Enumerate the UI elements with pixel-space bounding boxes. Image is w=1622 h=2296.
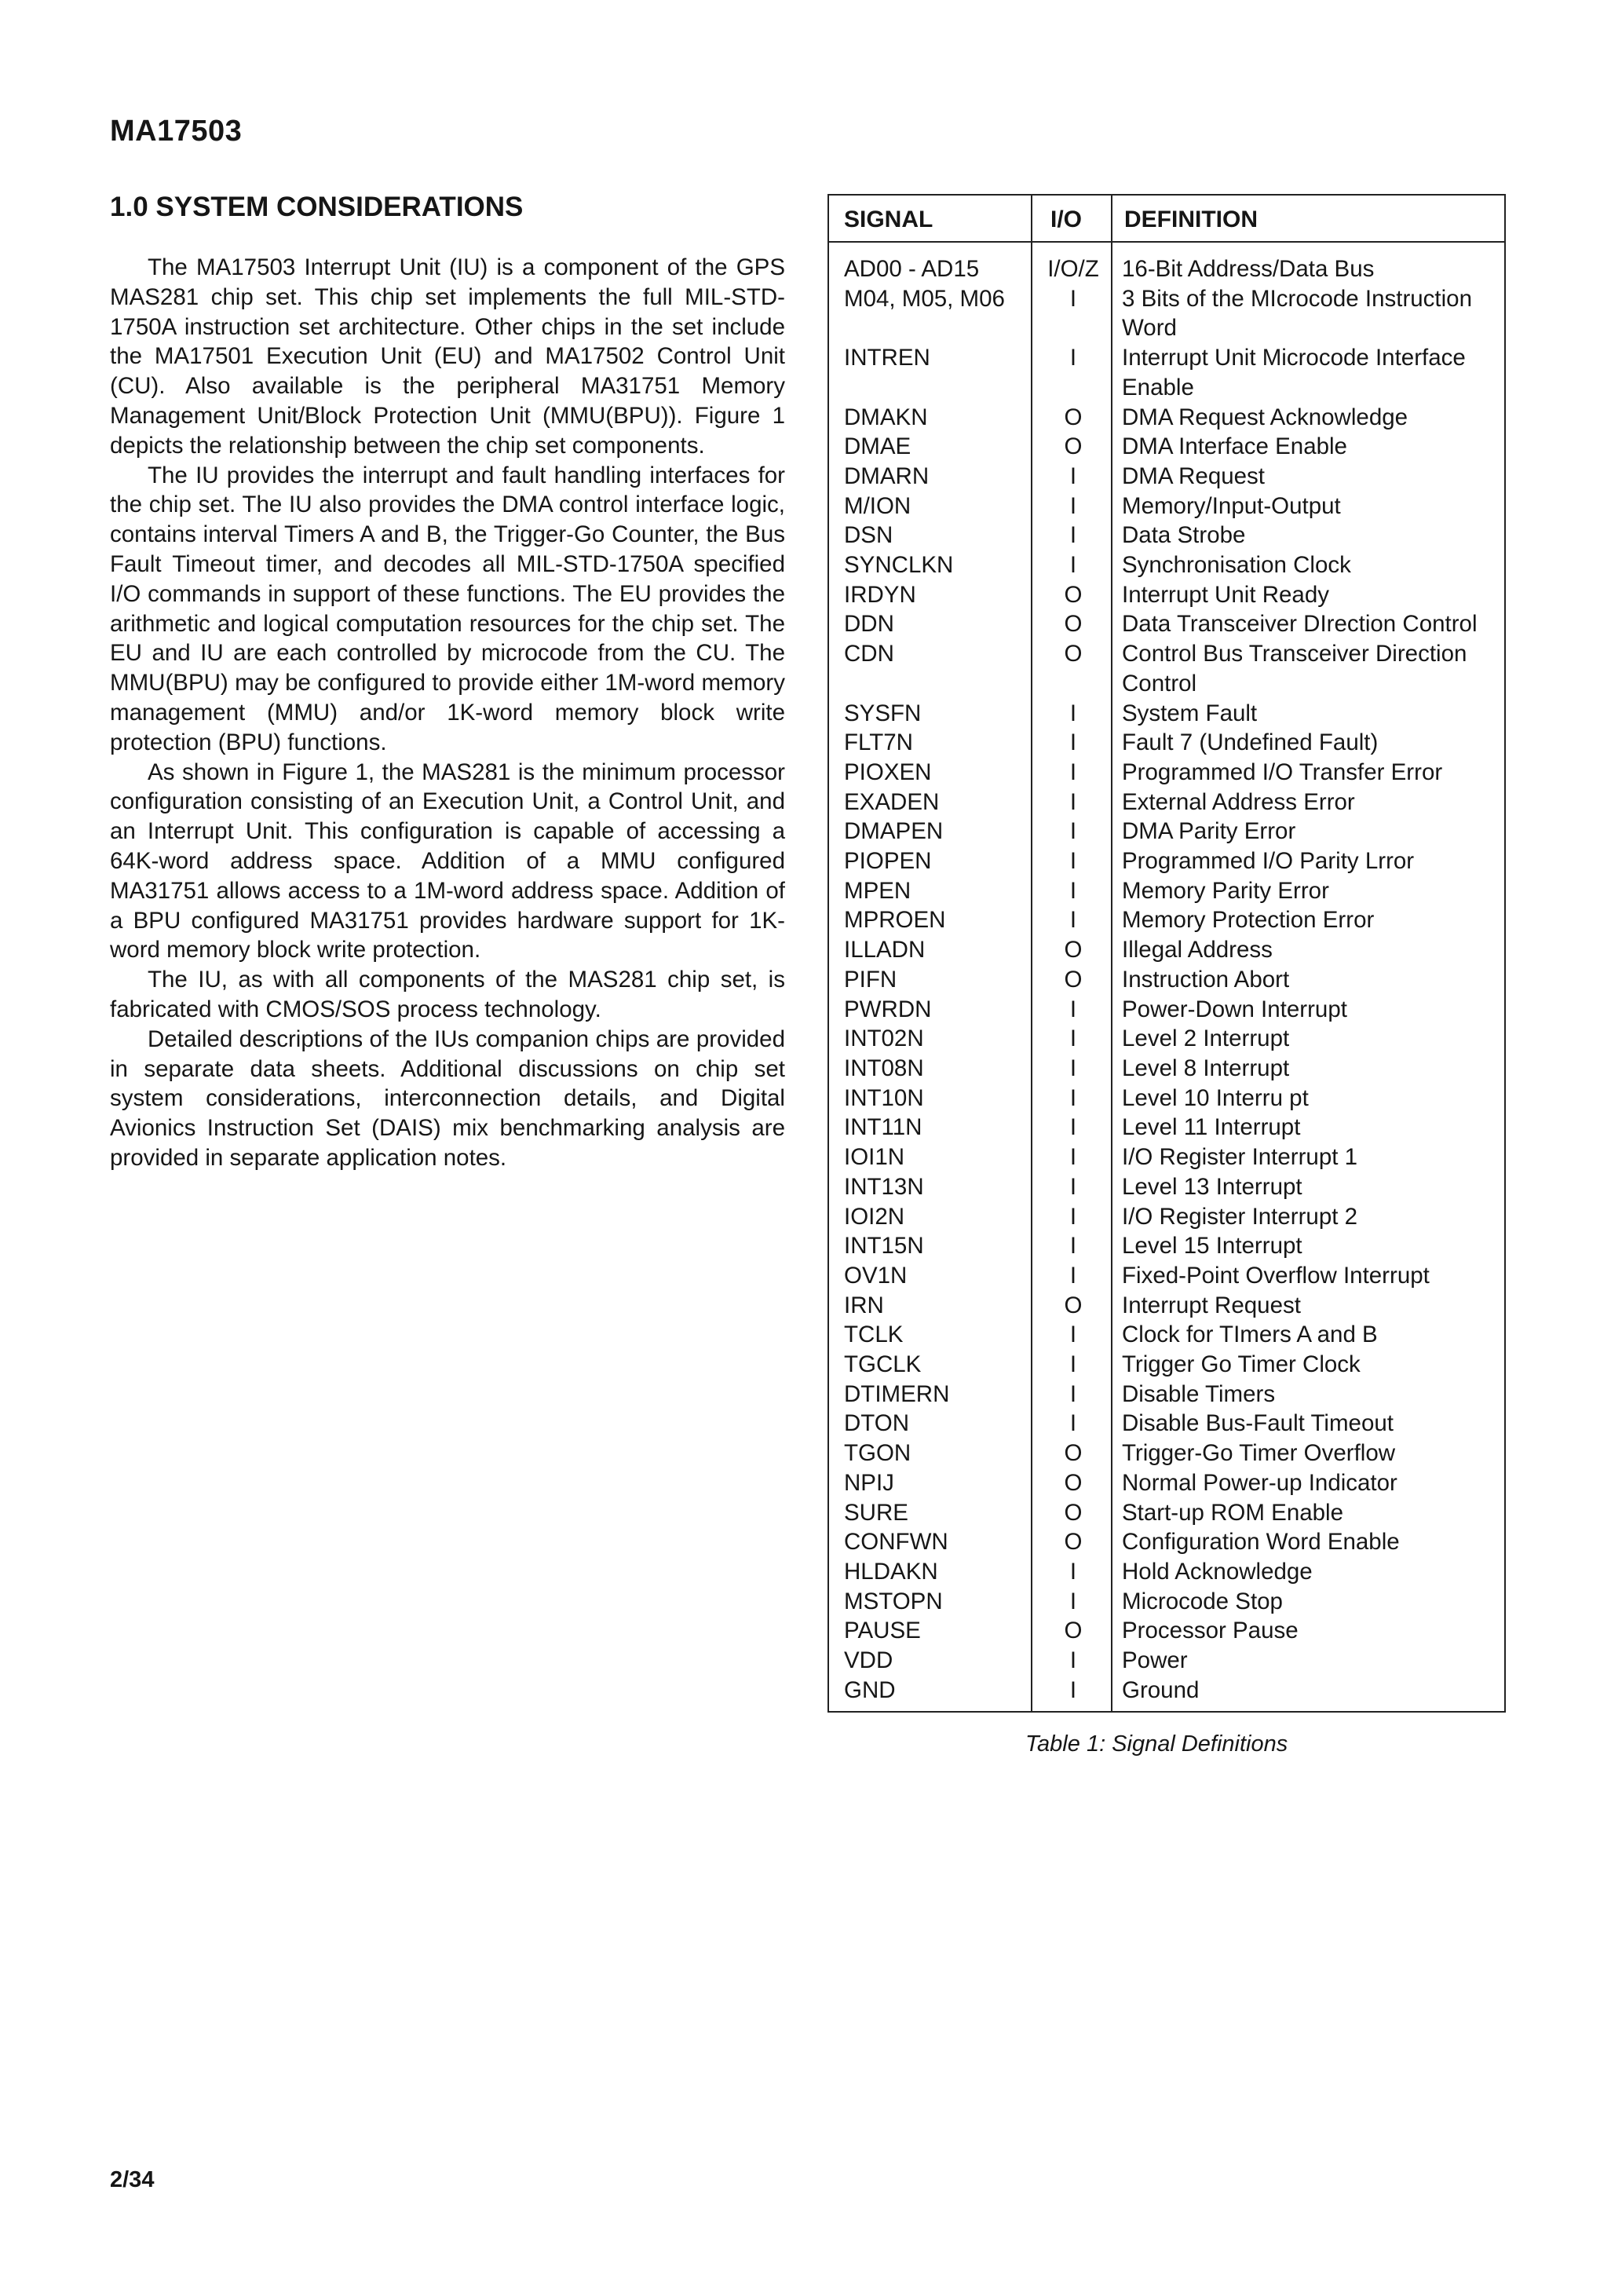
signal-definition: Disable Bus-Fault Timeout (1122, 1410, 1394, 1437)
table-row (829, 1616, 1504, 1646)
table-row (829, 788, 1504, 817)
table-row (829, 1084, 1504, 1113)
signal-definition: Data Transceiver DIrection Control (1122, 611, 1478, 638)
signal-name: SURE (844, 1499, 908, 1526)
table-row (829, 1439, 1504, 1468)
signal-name: PIOXEN (844, 759, 932, 785)
signal-name: M/ION (844, 492, 911, 519)
signal-io: O (1064, 433, 1083, 460)
signal-definition: Programmed I/O Parity Lrror (1122, 848, 1415, 875)
signal-name: INT11N (844, 1114, 922, 1141)
table-row (829, 550, 1504, 580)
table-row (829, 1231, 1504, 1261)
table-row (829, 1527, 1504, 1557)
signal-io: I (1069, 285, 1077, 312)
signal-definition: Hold Acknowledge (1122, 1558, 1313, 1585)
table-body (829, 254, 1504, 1705)
signal-definition: Memory/Input-Output (1122, 492, 1341, 519)
signal-io: I (1069, 1055, 1077, 1081)
signal-name: IOI1N (844, 1144, 905, 1171)
signal-definition: Level 11 Interrupt (1122, 1114, 1301, 1141)
header-definition: DEFINITION (1124, 207, 1258, 232)
signal-io: I (1069, 462, 1077, 489)
signal-name: SYNCLKN (844, 552, 954, 579)
signal-name: M04, M05, M06 (844, 285, 1005, 312)
signal-io: I (1069, 552, 1077, 579)
signal-name: IRDYN (844, 581, 916, 608)
signal-io: I (1069, 907, 1077, 934)
signal-definition: Instruction Abort (1122, 966, 1290, 993)
table-row (829, 1646, 1504, 1676)
signal-io: O (1064, 937, 1083, 963)
body-text (110, 253, 785, 1173)
signal-name: DDN (844, 611, 894, 638)
signal-name: HLDAKN (844, 1558, 938, 1585)
signal-definition: Microcode Stop (1122, 1588, 1283, 1614)
signal-io: I (1069, 1588, 1077, 1614)
signal-io: O (1064, 966, 1083, 993)
table-row (829, 935, 1504, 965)
signal-name: PAUSE (844, 1618, 921, 1644)
signal-definition: Level 2 Interrupt (1122, 1026, 1290, 1052)
signal-io: I (1069, 1351, 1077, 1378)
table-row (829, 284, 1504, 343)
signal-io: I (1069, 1026, 1077, 1052)
signal-name: NPIJ (844, 1469, 894, 1496)
signal-definition: Configuration Word Enable (1122, 1529, 1400, 1556)
table-row (829, 1676, 1504, 1706)
signal-definition: Trigger Go Timer Clock (1122, 1351, 1361, 1378)
signal-name: INTREN (844, 345, 930, 371)
table-row (829, 1261, 1504, 1291)
table-row (829, 609, 1504, 639)
signal-name: OV1N (844, 1262, 908, 1289)
table-row (829, 1587, 1504, 1617)
table-row (829, 1024, 1504, 1054)
signal-io: I (1069, 848, 1077, 875)
table-row (829, 492, 1504, 521)
signal-name: TCLK (844, 1322, 904, 1348)
signal-definition: Fixed-Point Overflow Interrupt (1122, 1262, 1430, 1289)
signal-io: I (1069, 1233, 1077, 1260)
signal-name: DMAE (844, 433, 911, 460)
signal-definition: Normal Power-up Indicator (1122, 1469, 1397, 1496)
signal-io: I (1069, 877, 1077, 904)
signal-name: AD00 - AD15 (844, 256, 980, 282)
table-row (829, 876, 1504, 906)
signal-io: I (1069, 1114, 1077, 1141)
table-row (829, 521, 1504, 550)
signal-name: TGON (844, 1440, 911, 1467)
signal-name: INT15N (844, 1233, 924, 1260)
signal-io: I (1069, 818, 1077, 845)
signal-io: I (1069, 1558, 1077, 1585)
signal-name: MPROEN (844, 907, 946, 934)
signal-io: I (1069, 1203, 1077, 1230)
signal-name: GND (844, 1676, 896, 1703)
table-row (829, 1498, 1504, 1528)
table-row (829, 254, 1504, 284)
signal-io: I (1069, 345, 1077, 371)
signal-definition: DMA Request (1122, 462, 1265, 489)
signal-definition: Processor Pause (1122, 1618, 1299, 1644)
signal-io: I (1069, 700, 1077, 726)
signal-definition: Level 15 Interrupt (1122, 1233, 1302, 1260)
signal-definition: I/O Register Interrupt 1 (1122, 1144, 1358, 1171)
signal-name: PWRDN (844, 996, 932, 1022)
header-io: I/O (1050, 207, 1083, 232)
signal-definition: External Address Error (1122, 788, 1355, 815)
signal-name: ILLADN (844, 937, 926, 963)
signal-definition: DMA Parity Error (1122, 818, 1296, 845)
table-row (829, 1380, 1504, 1409)
table-row (829, 1320, 1504, 1350)
signal-io: O (1064, 611, 1083, 638)
signal-io: I (1069, 1322, 1077, 1348)
page-number: 2/34 (110, 2167, 155, 2192)
signal-name: TGCLK (844, 1351, 922, 1378)
signal-name: SYSFN (844, 700, 922, 726)
table-row (829, 965, 1504, 995)
signal-io: O (1064, 1529, 1083, 1556)
signal-name: CONFWN (844, 1529, 948, 1556)
signal-io: O (1064, 1292, 1083, 1318)
table-row (829, 758, 1504, 788)
table-row (829, 905, 1504, 935)
signal-definition: Disable Timers (1122, 1380, 1276, 1407)
signal-io: I (1069, 1084, 1077, 1111)
signal-io: I (1069, 492, 1077, 519)
signal-io: I (1069, 1262, 1077, 1289)
table-row (829, 1054, 1504, 1084)
paragraph: The IU, as with all components of the MAS281 chip set, is fabricated with CMOS/SOS process technology. (110, 967, 785, 1022)
table-caption: Table 1: Signal Definitions (1025, 1731, 1288, 1757)
signal-definition: I/O Register Interrupt 2 (1122, 1203, 1358, 1230)
signal-definition: Clock for TImers A and B (1122, 1322, 1378, 1348)
signal-definition: Interrupt Request (1122, 1292, 1301, 1318)
signal-definition: Illegal Address (1122, 937, 1273, 963)
signal-name: IOI2N (844, 1203, 905, 1230)
table-row (829, 403, 1504, 433)
signal-definition: Power-Down Interrupt (1122, 996, 1347, 1022)
table-row (829, 1172, 1504, 1202)
signal-name: EXADEN (844, 788, 940, 815)
signal-definition: Control Bus Transceiver Direction Control (1122, 641, 1467, 696)
signal-definition: Level 8 Interrupt (1122, 1055, 1290, 1081)
signal-definition: Level 10 Interru pt (1122, 1084, 1309, 1111)
table-row (829, 343, 1504, 402)
paragraph: Detailed descriptions of the IUs companion chips are provided in separate data sheets. Additional discussions on chip set system considerations, interconnection details, and Digital Avionics Instruction Set (DAIS) mix benchmarking analysis are provided in separate application notes. (110, 1026, 785, 1171)
table-row (829, 1350, 1504, 1380)
signal-io: I/O/Z (1047, 256, 1099, 282)
signal-definition: DMA Request Acknowledge (1122, 404, 1408, 430)
signal-definition: Memory Protection Error (1122, 907, 1375, 934)
table-row (829, 817, 1504, 846)
signal-definition: Ground (1122, 1676, 1200, 1703)
table-row (829, 1468, 1504, 1498)
signal-definition: Level 13 Interrupt (1122, 1173, 1302, 1200)
table-row (829, 432, 1504, 462)
table-row (829, 462, 1504, 492)
section-heading: 1.0 SYSTEM CONSIDERATIONS (110, 192, 524, 222)
signal-name: INT02N (844, 1026, 924, 1052)
table-row (829, 728, 1504, 758)
document-title: MA17503 (110, 115, 243, 148)
signal-io: I (1069, 788, 1077, 815)
signal-name: PIOPEN (844, 848, 932, 875)
signal-definition: System Fault (1122, 700, 1258, 726)
signal-definition: Synchronisation Clock (1122, 552, 1351, 579)
signal-name: VDD (844, 1647, 893, 1674)
signal-io: O (1064, 1499, 1083, 1526)
table-row (829, 1557, 1504, 1587)
header-divider (829, 241, 1504, 243)
signal-io: O (1064, 1618, 1083, 1644)
signal-io: O (1064, 1469, 1083, 1496)
paragraph: The IU provides the interrupt and fault handling interfaces for the chip set. The IU also provides the DMA control interface logic, contains interval Timers A and B, the Trigger-Go Counter, the Bus Fault Timeout timer, and decodes all MIL-STD-1750A specified I/O commands in support of these functions. The EU provides the arithmetic and logical computation resources for the chip set. The EU and IU are each controlled by microcode from the CU. The MMU(BPU) may be configured to provide either 1M-word memory management (MMU) and/or 1K-word memory block write protection (BPU) functions. (110, 462, 785, 755)
signal-io: O (1064, 581, 1083, 608)
signal-name: DTIMERN (844, 1380, 950, 1407)
signal-name: DTON (844, 1410, 910, 1437)
signal-definition: 16-Bit Address/Data Bus (1122, 256, 1375, 282)
table-row (829, 995, 1504, 1025)
table-row (829, 1143, 1504, 1172)
signal-io: I (1069, 1647, 1077, 1674)
signal-io: I (1069, 1173, 1077, 1200)
paragraph: As shown in Figure 1, the MAS281 is the minimum processor configuration consisting of an Execution Unit, a Control Unit, and an Interrupt Unit. This configuration is capable of accessing a 64K-word address space. Addition of a MMU configured MA31751 allows access to a 1M-word address space. Addition of a BPU configured MA31751 provides hardware support for 1K-word memory block write protection. (110, 759, 785, 963)
signal-definition: Interrupt Unit Microcode Interface Enable (1122, 345, 1466, 400)
signal-name: CDN (844, 641, 894, 667)
signal-definition: Start-up ROM Enable (1122, 1499, 1344, 1526)
signal-name: MSTOPN (844, 1588, 943, 1614)
signal-definition: 3 Bits of the MIcrocode Instruction Word (1122, 285, 1472, 342)
signal-io: I (1069, 1144, 1077, 1171)
table-row (829, 1409, 1504, 1439)
signal-io: O (1064, 1440, 1083, 1467)
signal-io: I (1069, 759, 1077, 785)
signal-definition: Fault 7 (Undefined Fault) (1122, 729, 1379, 756)
signal-io: O (1064, 404, 1083, 430)
signal-name: PIFN (844, 966, 897, 993)
signal-definition: Programmed I/O Transfer Error (1122, 759, 1443, 785)
signal-definition: Memory Parity Error (1122, 877, 1329, 904)
signal-name: IRN (844, 1292, 884, 1318)
signal-io: I (1069, 996, 1077, 1022)
signal-io: I (1069, 1380, 1077, 1407)
table-row (829, 639, 1504, 698)
table-row (829, 1291, 1504, 1321)
table-row (829, 580, 1504, 610)
signal-name: DMAKN (844, 404, 928, 430)
signal-definition: Trigger-Go Timer Overflow (1122, 1440, 1396, 1467)
signal-name: INT10N (844, 1084, 924, 1111)
header-signal: SIGNAL (844, 207, 933, 232)
signal-definition: Data Strobe (1122, 522, 1246, 549)
signal-name: DSN (844, 522, 893, 549)
signal-name: INT13N (844, 1173, 924, 1200)
signal-name: DMARN (844, 462, 930, 489)
signal-definition: Power (1122, 1647, 1188, 1674)
table-row (829, 1113, 1504, 1143)
signal-io: I (1069, 522, 1077, 549)
signal-io: O (1064, 641, 1083, 667)
signal-io: I (1069, 1410, 1077, 1437)
signal-definition: DMA Interface Enable (1122, 433, 1347, 460)
signal-definitions-table (827, 194, 1506, 1713)
signal-name: INT08N (844, 1055, 924, 1081)
table-row (829, 846, 1504, 876)
signal-io: I (1069, 729, 1077, 756)
signal-io: I (1069, 1676, 1077, 1703)
signal-name: DMAPEN (844, 818, 944, 845)
table-row (829, 699, 1504, 729)
table-row (829, 1202, 1504, 1232)
signal-name: FLT7N (844, 729, 913, 756)
paragraph: The MA17503 Interrupt Unit (IU) is a component of the GPS MAS281 chip set. This chip set implements the full MIL-STD-1750A instruction set architecture. Other chips in the set include the MA17501 Execution Unit (EU) and MA17502 Control Unit (CU). Also available is the peripheral MA31751 Memory Management Unit/Block Protection Unit (MMU(BPU)). Figure 1 depicts the relationship between the chip set components. (110, 254, 785, 459)
signal-definition: Interrupt Unit Ready (1122, 581, 1329, 608)
signal-name: MPEN (844, 877, 911, 904)
